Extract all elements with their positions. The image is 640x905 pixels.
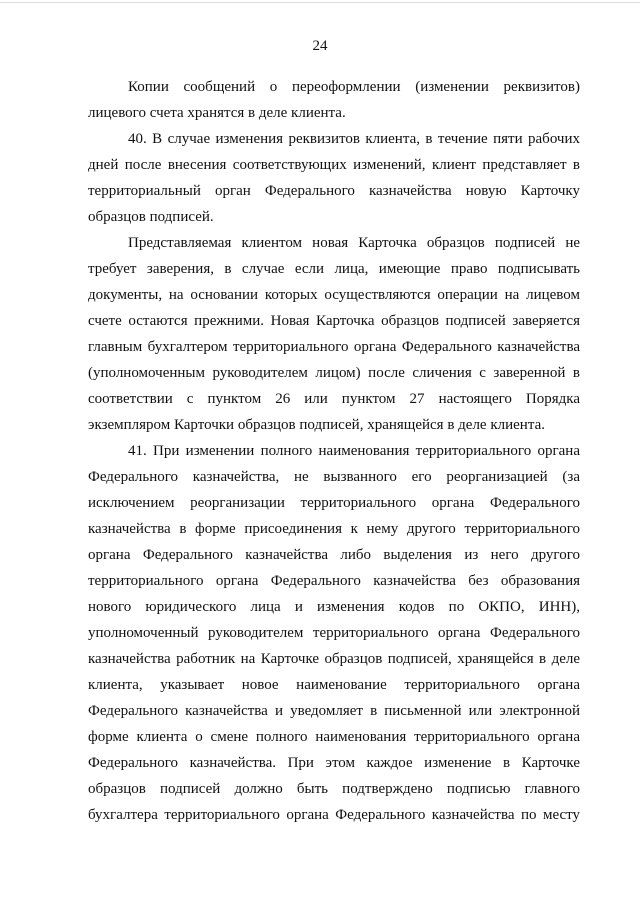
text-line: документы, на основании которых осуществляются операции на лицевом <box>88 287 580 303</box>
text-line: образцов подписей должно быть подтверждено подписью главного <box>88 781 580 797</box>
text-line: территориального органа Федерального казначейства без образования <box>88 573 580 589</box>
text-line: Федерального казначейства и уведомляет в письменной или электронной <box>88 703 580 719</box>
text-line: Представляемая клиентом новая Карточка образцов подписей не <box>128 235 580 251</box>
text-line: казначейства работник на Карточке образцов подписей, хранящейся в деле <box>88 651 580 667</box>
text-line: экземпляром Карточки образцов подписей, хранящейся в деле клиента. <box>88 417 545 433</box>
text-line: казначейства в форме присоединения к нему другого территориального <box>88 521 580 537</box>
text-line: органа Федерального казначейства либо выделения из него другого <box>88 547 580 563</box>
text-line: Федерального казначейства. При этом каждое изменение в Карточке <box>88 755 580 771</box>
paragraph <box>88 126 580 230</box>
text-line: Копии сообщений о переоформлении (изменении реквизитов) <box>128 79 580 95</box>
body-text <box>88 74 580 828</box>
text-line: форме клиента о смене полного наименования территориального органа <box>88 729 580 745</box>
page-number: 24 <box>312 38 328 54</box>
text-line: лицевого счета хранятся в деле клиента. <box>88 105 346 121</box>
text-line: территориальный орган Федерального казначейства новую Карточку <box>88 183 580 199</box>
text-line: образцов подписей. <box>88 209 214 225</box>
text-line: счете остаются прежними. Новая Карточка образцов подписей заверяется <box>88 313 580 329</box>
text-line: нового юридического лица и изменения кодов по ОКПО, ИНН), <box>88 599 580 615</box>
text-line: Федерального казначейства, не вызванного его реорганизацией (за <box>88 469 580 485</box>
text-line: исключением реорганизации территориального органа Федерального <box>88 495 580 511</box>
text-line: (уполномоченным руководителем лицом) после сличения с заверенной в <box>88 365 580 381</box>
text-line: дней после внесения соответствующих изменений, клиент представляет в <box>88 157 580 173</box>
text-line: требует заверения, в случае если лица, имеющие право подписывать <box>88 261 580 277</box>
text-line: уполномоченный руководителем территориального органа Федерального <box>88 625 580 641</box>
page-top-edge <box>0 2 640 3</box>
text-line: соответствии с пунктом 26 или пунктом 27 настоящего Порядка <box>88 391 580 407</box>
text-line: клиента, указывает новое наименование территориального органа <box>88 677 580 693</box>
text-line: 40. В случае изменения реквизитов клиента, в течение пяти рабочих <box>128 131 580 147</box>
text-line: главным бухгалтером территориального органа Федерального казначейства <box>88 339 580 355</box>
text-line: 41. При изменении полного наименования территориального органа <box>128 443 580 459</box>
paragraph <box>88 230 580 438</box>
paragraph <box>88 438 580 828</box>
paragraph <box>88 74 580 126</box>
text-line: бухгалтера территориального органа Федерального казначейства по месту <box>88 807 580 823</box>
